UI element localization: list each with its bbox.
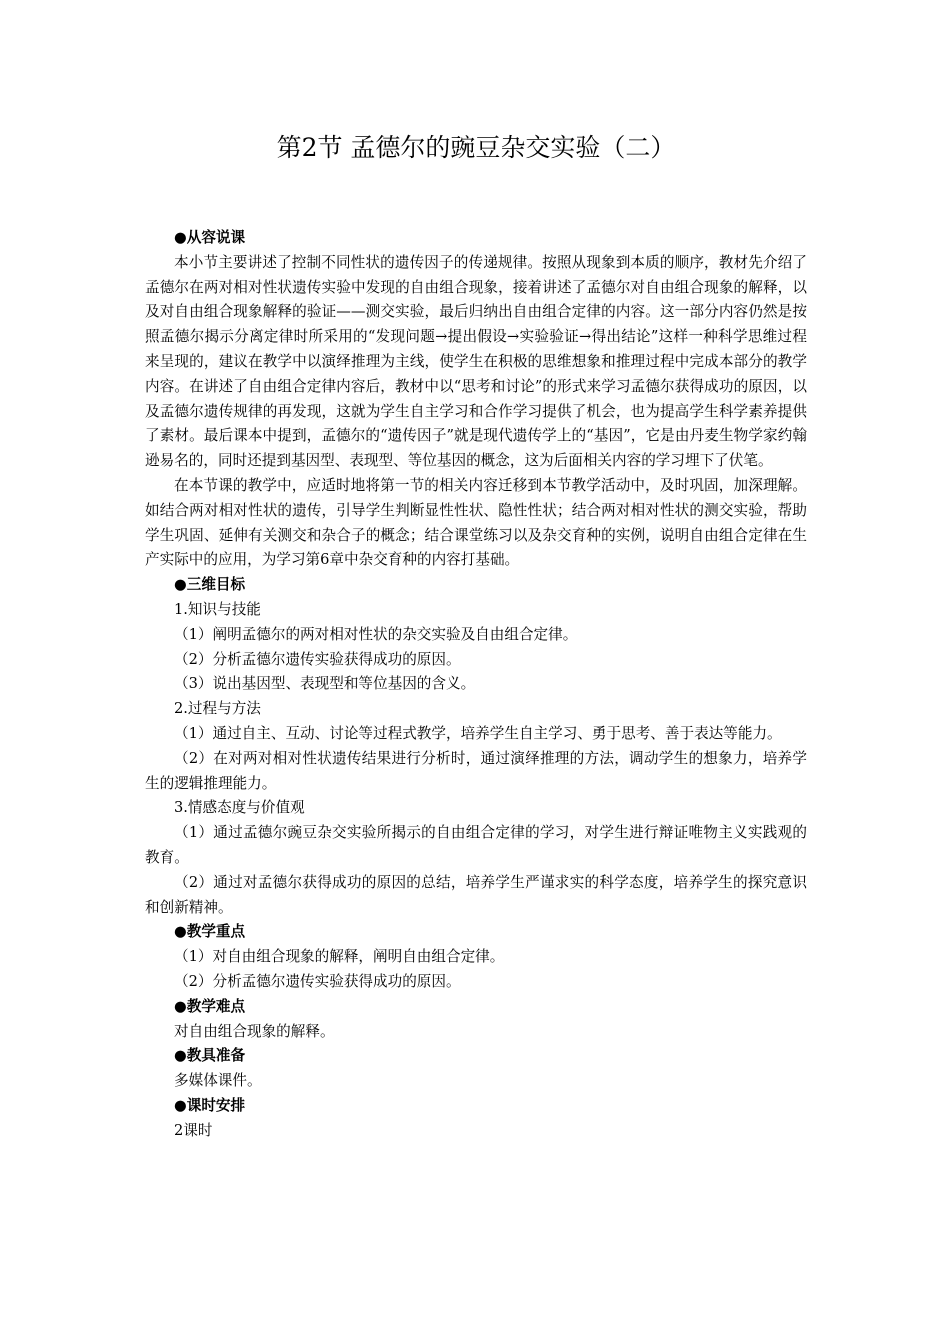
goal-subtitle-attitude: 3.情感态度与价值观 [174,799,305,817]
section-heading-intro: ●从容说课 [174,229,246,246]
difficulty-text: 对自由组合现象的解释。 [174,1022,335,1040]
intro-paragraph-1: 本小节主要讲述了控制不同性状的遗传因子的传递规律。按照从现象到本质的顺序，教材先介绍了孟德尔在两对相对性状遗传实验中发现的自由组合现象，接着讲述了孟德尔对自由组合现象的解释，以及对自由组合现象解释的验证——测交实验，最后归纳出自由组合定律的内容。这一部分内容仍然是按照孟德尔揭示分离定律时所采用的“发现问题→提出假设→实验验证→得出结论”这样一种科学思维过程来呈现的，建议在教学中以演绎推理为主线，使学生在积极的思维想象和推理过程中完成本部分的教学内容。在讲述了自由组合定律内容后，教材中以“思考和讨论”的形式来学习孟德尔获得成功的原因，以及孟德尔遗传规律的再发现，这就为学生自主学习和合作学习提供了机会，也为提高学生科学素养提供了素材。最后课本中提到，孟德尔的“遗传因子”就是现代遗传学上的“基因”，它是由丹麦生物学家约翰逊易名的，同时还提到基因型、表现型、等位基因的概念，这为后面相关内容的学习埋下了伏笔。 [145,253,807,470]
section-heading-difficulty: ●教学难点 [174,997,246,1015]
document-page [145,130,807,1143]
keypoint-item: （2）分析孟德尔遗传实验获得成功的原因。 [174,972,461,990]
section-heading-tools: ●教具准备 [174,1047,246,1065]
goal-item: （2）通过对孟德尔获得成功的原因的总结，培养学生严谨求实的科学态度，培养学生的探究意识和创新精神。 [145,873,807,916]
goal-item: （2）在对两对相对性状遗传结果进行分析时，通过演绎推理的方法，调动学生的想象力，培养学生的逻辑推理能力。 [145,749,807,792]
goal-item: （1）通过自主、互动、讨论等过程式教学，培养学生自主学习、勇于思考、善于表达等能力。 [174,724,782,742]
goal-subtitle-knowledge: 1.知识与技能 [174,600,261,618]
section-heading-schedule: ●课时安排 [174,1096,246,1114]
schedule-text: 2课时 [174,1121,213,1139]
goal-item: （1）阐明孟德尔的两对相对性状的杂交实验及自由组合定律。 [174,625,578,643]
intro-paragraph-2: 在本节课的教学中，应适时地将第一节的相关内容迁移到本节教学活动中，及时巩固，加深理解。如结合两对相对性状的遗传，引导学生判断显性性状、隐性性状；结合两对相对性状的测交实验，帮助学生巩固、延伸有关测交和杂合子的概念；结合课堂练习以及杂交育种的实例，说明自由组合定律在生产实际中的应用，为学习第6章中杂交育种的内容打基础。 [145,476,807,569]
goal-subtitle-process: 2.过程与方法 [174,700,261,718]
keypoint-item: （1）对自由组合现象的解释，阐明自由组合定律。 [174,948,505,966]
section-heading-keypoints: ●教学重点 [174,923,246,941]
document-body [145,226,807,1143]
tools-text: 多媒体课件。 [174,1072,262,1090]
page-title: 第2节 孟德尔的豌豆杂交实验（二） [276,133,676,162]
goal-item: （3）说出基因型、表现型和等位基因的含义。 [174,675,476,693]
goal-item: （1）通过孟德尔豌豆杂交实验所揭示的自由组合定律的学习，对学生进行辩证唯物主义实践观的教育。 [145,824,807,866]
section-heading-goals: ●三维目标 [174,576,246,594]
goal-item: （2）分析孟德尔遗传实验获得成功的原因。 [174,650,461,668]
